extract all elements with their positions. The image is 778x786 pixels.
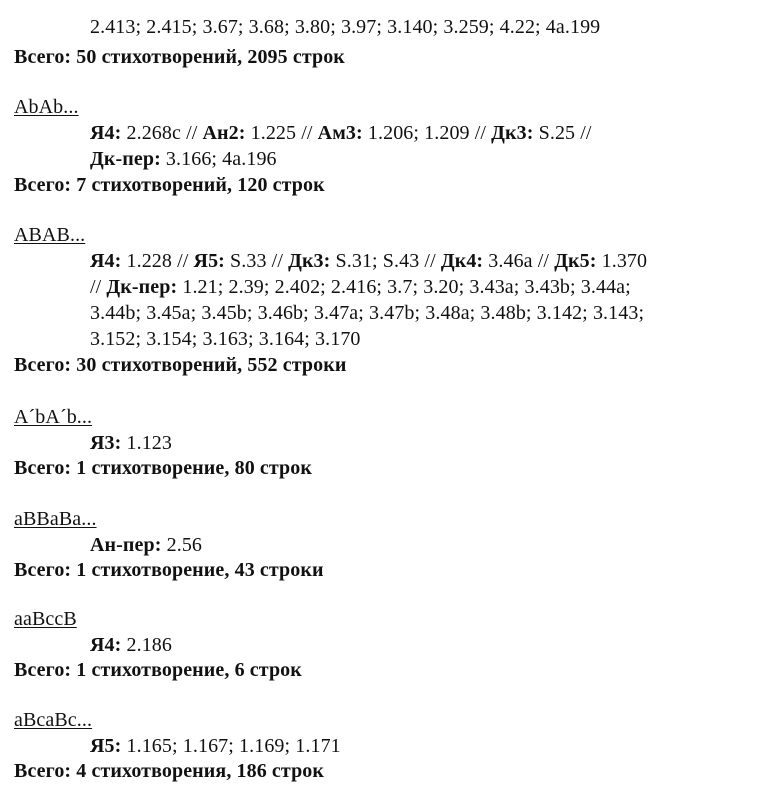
section-total: Всего: 1 стихотворение, 80 строк	[14, 457, 312, 479]
meter-refs-line	[90, 274, 631, 300]
refs-text: 2.186	[121, 634, 173, 656]
refs-text: 3.46a //	[483, 250, 555, 272]
refs-text: 2.268c //	[121, 122, 203, 144]
refs-text: 3.44b; 3.45a; 3.45b; 3.46b; 3.47a; 3.47b; 3.48a; 3.48b; 3.142; 3.143;	[90, 302, 645, 324]
meter-label: Ам3:	[317, 122, 363, 144]
refs-text: 1.165; 1.167; 1.169; 1.171	[121, 735, 341, 757]
rhyme-scheme-heading: AbAb...	[14, 96, 79, 118]
section-total: Всего: 1 стихотворение, 43 строки	[14, 559, 324, 581]
meter-label: Дк5:	[554, 250, 597, 272]
refs-text: S.33 //	[224, 250, 289, 272]
refs-text: 1.123	[121, 432, 173, 454]
refs-text: 1.225 //	[245, 122, 318, 144]
section-total: Всего: 4 стихотворения, 186 строк	[14, 760, 325, 782]
meter-label: Я5:	[90, 735, 122, 757]
section-total: Всего: 30 стихотворений, 552 строки	[14, 354, 347, 376]
meter-label: Ан2:	[202, 122, 246, 144]
rhyme-scheme-heading: ABAB...	[14, 224, 86, 246]
meter-refs-line	[90, 300, 644, 326]
refs-text: //	[90, 276, 107, 298]
refs-text: S.31; S.43 //	[330, 250, 441, 272]
meter-refs-line	[90, 120, 592, 146]
meter-label: Я3:	[90, 432, 122, 454]
refs-text: 1.21; 2.39; 2.402; 2.416; 3.7; 3.20; 3.43a; 3.43b; 3.44a;	[177, 276, 631, 298]
section-total: Всего: 7 стихотворений, 120 строк	[14, 174, 325, 196]
rhyme-scheme-heading: aBBaBa...	[14, 508, 97, 530]
meter-label: Ан-пер:	[90, 534, 162, 556]
rhyme-scheme-heading: A´bA´b...	[14, 406, 93, 428]
meter-label: Дк-пер:	[106, 276, 178, 298]
carryover-total: Всего: 50 стихотворений, 2095 строк	[14, 46, 345, 68]
meter-refs-line	[90, 532, 202, 558]
meter-refs-line	[90, 326, 361, 352]
meter-label: Я5:	[193, 250, 225, 272]
meter-refs-line	[90, 430, 172, 456]
meter-refs-line	[90, 248, 647, 274]
meter-refs-line	[90, 733, 341, 759]
carryover-refs: 2.413; 2.415; 3.67; 3.68; 3.80; 3.97; 3.140; 3.259; 4.22; 4a.199	[90, 16, 601, 38]
meter-refs-line	[90, 632, 172, 658]
meter-label: Дк3:	[491, 122, 534, 144]
refs-text: 3.166; 4a.196	[160, 148, 277, 170]
meter-label: Дк-пер:	[90, 148, 161, 170]
refs-text: 1.228 //	[121, 250, 194, 272]
section-total: Всего: 1 стихотворение, 6 строк	[14, 659, 302, 681]
meter-label: Я4:	[90, 122, 122, 144]
refs-text: 2.56	[161, 534, 203, 556]
meter-label: Я4:	[90, 250, 122, 272]
refs-text: 1.206; 1.209 //	[362, 122, 492, 144]
rhyme-scheme-heading: aaBccB	[14, 608, 77, 630]
refs-text: 1.370	[596, 250, 648, 272]
meter-label: Дк4:	[440, 250, 484, 272]
meter-label: Дк3:	[288, 250, 331, 272]
meter-refs-line	[90, 146, 277, 172]
meter-label: Я4:	[90, 634, 122, 656]
rhyme-scheme-heading: aBcaBc...	[14, 709, 93, 731]
refs-text: 3.152; 3.154; 3.163; 3.164; 3.170	[90, 328, 361, 350]
refs-text: S.25 //	[533, 122, 592, 144]
